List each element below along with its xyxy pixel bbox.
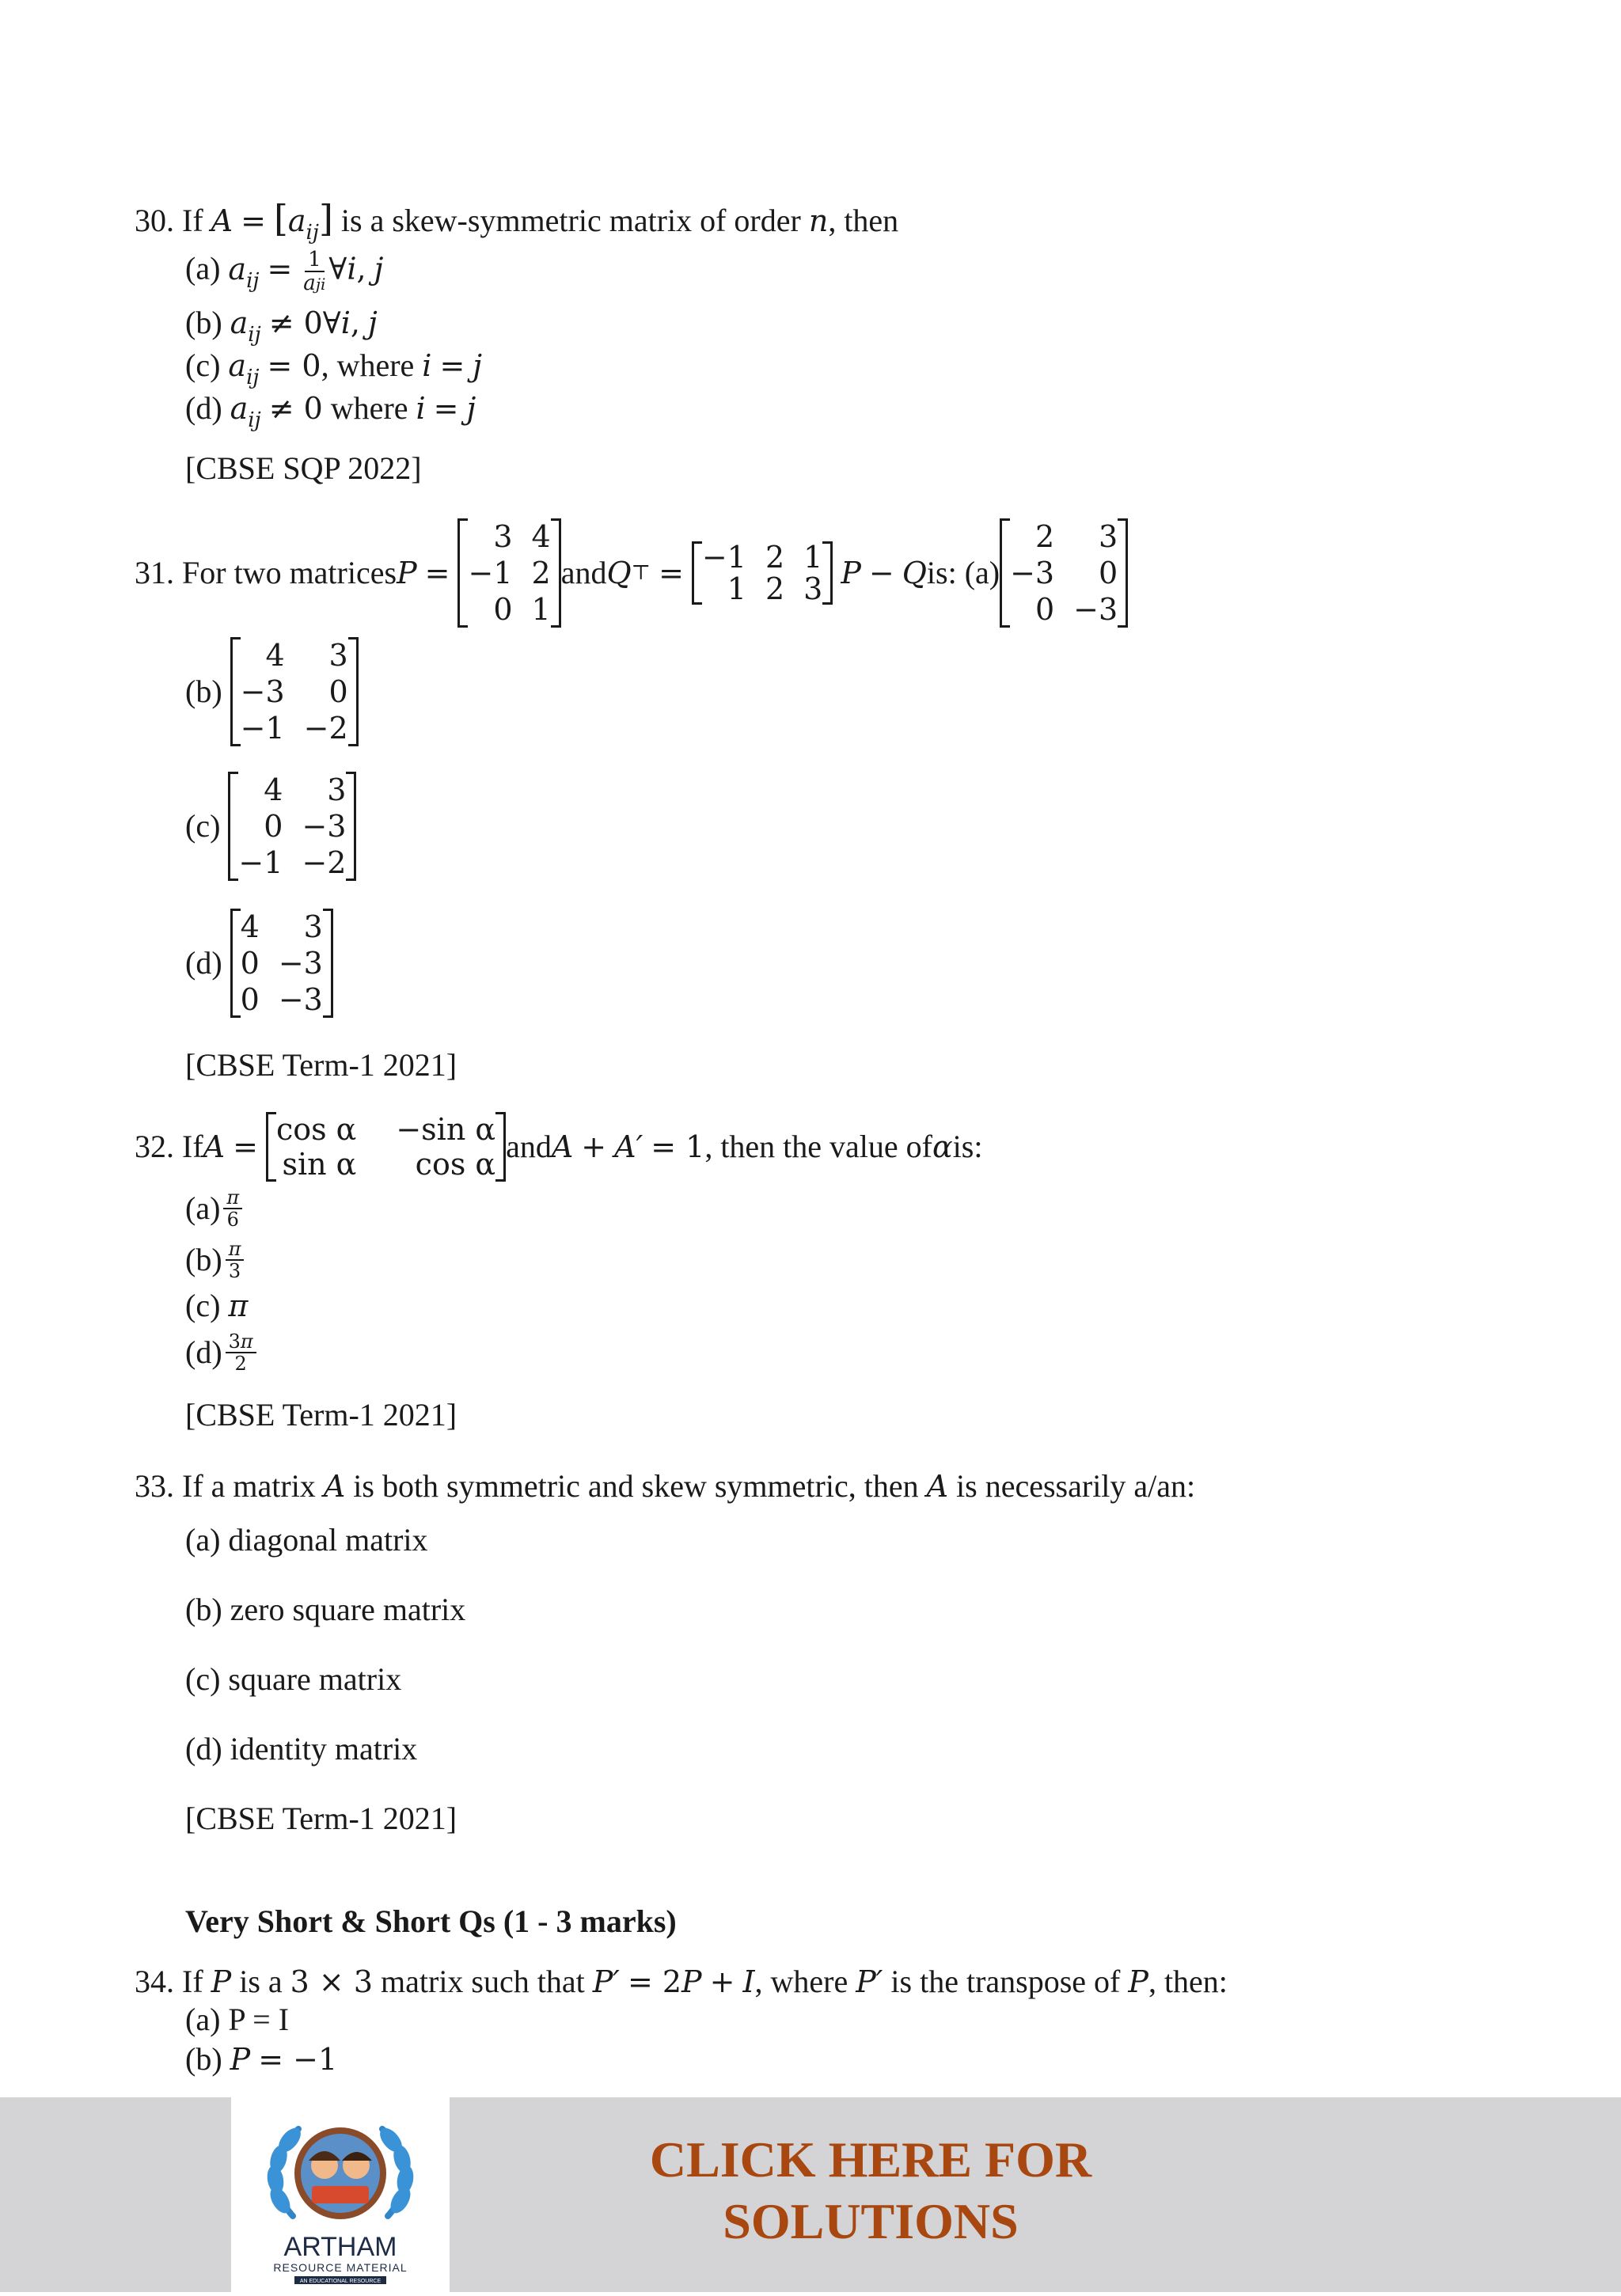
q30-option-b: (b) $a_{ij}$ ≠ 0∀i, j: [185, 305, 378, 347]
q32-option-b: (b) $\frac{\pi}{3}$: [185, 1239, 247, 1281]
q33-option-d: (d) identity matrix: [185, 1731, 418, 1767]
matrix-A: cos α −sin α sin α cos α: [266, 1112, 506, 1182]
q31-source: [CBSE Term-1 2021]: [185, 1047, 457, 1083]
svg-text:AN EDUCATIONAL RESOURCE: AN EDUCATIONAL RESOURCE: [299, 2279, 382, 2284]
q31-option-b: (b) 4 3 −3 0 −1 −2: [185, 637, 359, 746]
q32-option-c: (c) π: [185, 1288, 249, 1323]
q30-option-d: (d) $a_{ij} \ne 0$ where i = j: [185, 390, 476, 432]
click-here-solutions-link[interactable]: CLICK HERE FOR SOLUTIONS: [649, 2131, 1092, 2249]
matrix-QT: −1 2 1 1 2 3: [692, 541, 833, 605]
q30-stem: 30. If $A = [a_{ij}]$ is a skew-symmetric matrix of order n, then: [135, 197, 899, 245]
svg-text:ARTHAM: ARTHAM: [283, 2232, 397, 2262]
matrix-option-b: 4 3 −3 0 −1 −2: [230, 637, 359, 746]
q31-option-d: (d) 4 3 0 −3 0 −3: [185, 909, 333, 1018]
q33-source: [CBSE Term-1 2021]: [185, 1801, 457, 1836]
matrix-option-a: 2 3 −3 0 0 −3: [1000, 518, 1128, 628]
footer-banner: [0, 2097, 1621, 2292]
laurel-wreath-icon: [231, 2097, 450, 2292]
q30-option-a: (a) $a_{ij}$ = $\frac{1}{\text{aji}}$ ∀i, j: [185, 248, 384, 295]
q32-option-a: (a) $\frac{\pi}{6}$: [185, 1187, 245, 1230]
q33-option-b: (b) zero square matrix: [185, 1592, 466, 1627]
q31-stem: 31. For two matrices P = 3 4 −1 2 0 1 and Q ⊤ = −1 2 1 1 2 3 P − Q is: (a) 2 3 −3 0 0 −3: [135, 518, 1128, 628]
q34-option-a: (a) P = I: [185, 2002, 290, 2037]
q31-option-c: (c) 4 3 0 −3 −1 −2: [185, 772, 356, 881]
q32-option-d: (d) $\frac{3\pi}{2}$: [185, 1331, 260, 1374]
matrix-option-d: 4 3 0 −3 0 −3: [230, 909, 333, 1018]
q33-stem: 33. If a matrix A is both symmetric and skew symmetric, then A is necessarily a/an:: [135, 1468, 1196, 1504]
matrix-option-c: 4 3 0 −3 −1 −2: [228, 772, 356, 881]
q30-source: [CBSE SQP 2022]: [185, 450, 422, 486]
q33-option-c: (c) square matrix: [185, 1661, 402, 1697]
q34-option-b: (b) P = −1: [185, 2041, 338, 2077]
artham-logo[interactable]: [231, 2097, 450, 2292]
svg-text:RESOURCE MATERIAL: RESOURCE MATERIAL: [273, 2261, 408, 2274]
q33-option-a: (a) diagonal matrix: [185, 1522, 428, 1558]
matrix-P: 3 4 −1 2 0 1: [457, 518, 560, 628]
q32-stem: 32. If A = cos α −sin α sin α cos α and A + A′ = 1 , then the value of α is:: [135, 1112, 983, 1182]
q30-option-c: (c) $a_{ij} = 0$, where i = j: [185, 347, 483, 389]
q32-source: [CBSE Term-1 2021]: [185, 1397, 457, 1433]
q34-stem: 34. If P is a 3 × 3 matrix such that P′ = 2P + I, where P′ is the transpose of P, then:: [135, 1964, 1228, 1999]
section-heading: Very Short & Short Qs (1 - 3 marks): [185, 1903, 677, 1939]
